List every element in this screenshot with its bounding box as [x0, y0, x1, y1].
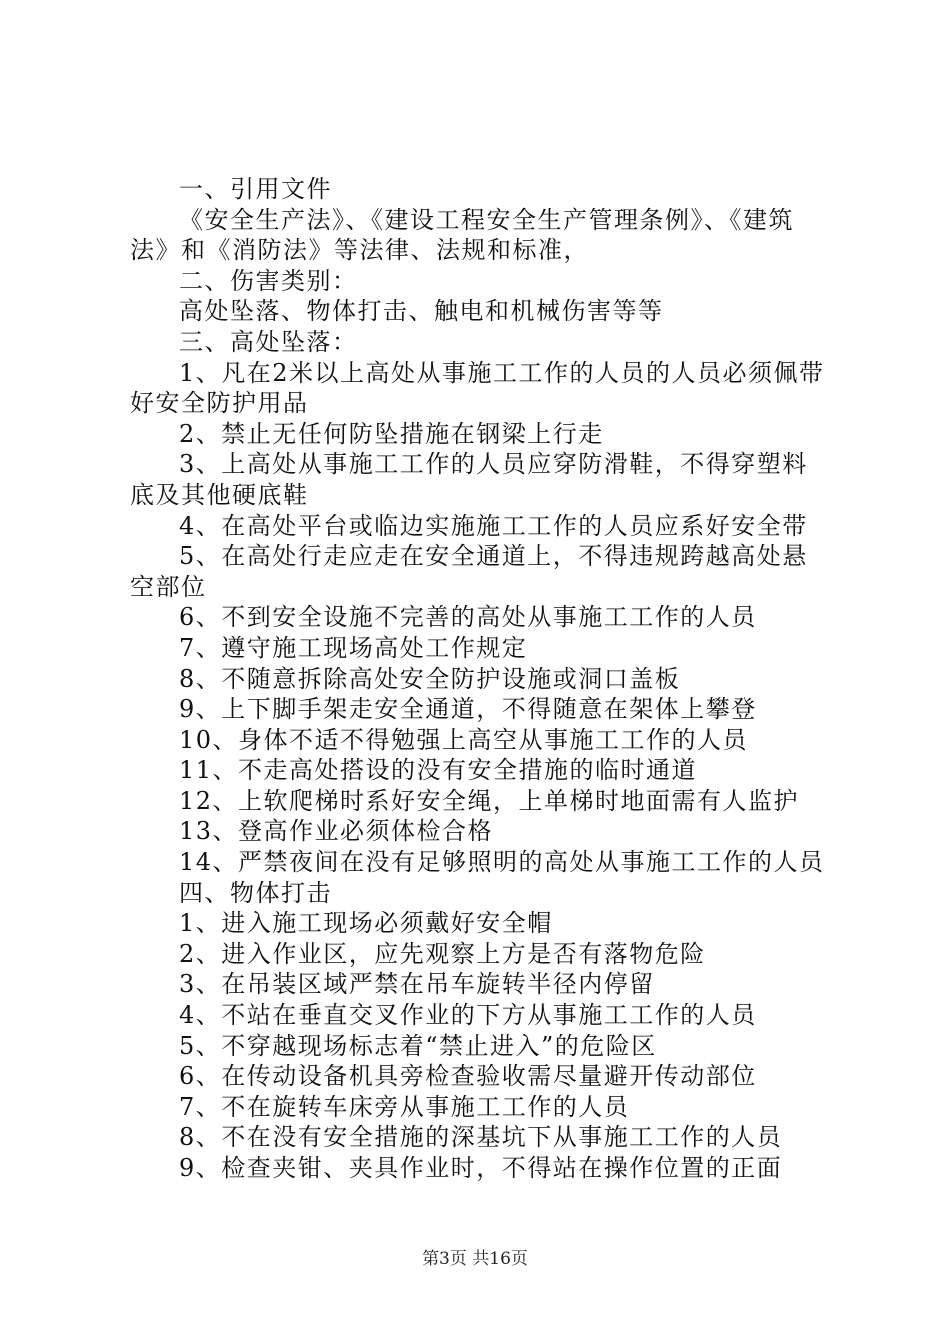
paragraph-laws: 《安全生产法》、《建设工程安全生产管理条例》、《建筑法》和《消防法》等法律、法规和标准， — [130, 205, 794, 265]
list-item: 10、身体不适不得勉强上高空从事施工工作的人员 — [179, 725, 749, 754]
list-item: 9、检查夹钳、夹具作业时，不得站在操作位置的正面 — [179, 1154, 783, 1182]
list-item: 9、上下脚手架走安全通道，不得随意在架体上攀登 — [179, 695, 757, 724]
list-item: 13、登高作业必须体检合格 — [179, 817, 494, 846]
list-item: 8、不随意拆除高处安全防护设施或洞口盖板 — [179, 664, 681, 693]
list-item: 7、不在旋转车床旁从事施工工作的人员 — [179, 1092, 630, 1121]
list-item: 12、上软爬梯时系好安全绳，上单梯时地面需有人监护 — [179, 786, 800, 815]
list-item: 5、在高处行走应走在安全通道上，不得违规跨越高处悬空部位 — [130, 542, 808, 601]
list-item: 3、上高处从事施工工作的人员应穿防滑鞋，不得穿塑料底及其他硬底鞋 — [130, 450, 808, 509]
heading-hazard-types: 二、伤害类别： — [179, 266, 358, 295]
list-item: 6、在传动设备机具旁检查验收需尽量避开传动部位 — [179, 1062, 757, 1091]
list-item: 3、在吊装区域严禁在吊车旋转半径内停留 — [179, 970, 655, 999]
paragraph-hazard-list: 高处坠落、物体打击、触电和机械伤害等等 — [179, 297, 664, 326]
list-item: 6、不到安全设施不完善的高处从事施工工作的人员 — [179, 603, 757, 632]
document-body — [130, 174, 830, 1184]
list-item: 11、不走高处搭设的没有安全措施的临时通道 — [179, 756, 698, 785]
list-item: 1、凡在2米以上高处从事施工工作的人员的人员必须佩带好安全防护用品 — [130, 358, 825, 418]
list-item: 4、不站在垂直交叉作业的下方从事施工工作的人员 — [179, 1001, 757, 1030]
list-item: 1、进入施工现场必须戴好安全帽 — [179, 909, 553, 938]
page-footer — [0, 1244, 950, 1269]
list-item: 14、严禁夜间在没有足够照明的高处从事施工工作的人员 — [179, 848, 825, 877]
page-number-label: 第3页 共16页 — [422, 1249, 528, 1269]
list-item: 8、不在没有安全措施的深基坑下从事施工工作的人员 — [179, 1123, 783, 1152]
list-item: 7、遵守施工现场高处工作规定 — [179, 633, 528, 662]
list-item: 2、禁止无任何防坠措施在钢梁上行走 — [179, 419, 604, 448]
heading-object-strike: 四、物体打击 — [179, 878, 332, 907]
list-item: 2、进入作业区，应先观察上方是否有落物危险 — [179, 939, 706, 968]
heading-falls-from-height: 三、高处坠落： — [179, 327, 358, 356]
list-item: 5、不穿越现场标志着“禁止进入”的危险区 — [179, 1031, 657, 1060]
list-item: 4、在高处平台或临边实施施工工作的人员应系好安全带 — [179, 511, 808, 540]
heading-cited-documents: 一、引用文件 — [179, 175, 332, 203]
